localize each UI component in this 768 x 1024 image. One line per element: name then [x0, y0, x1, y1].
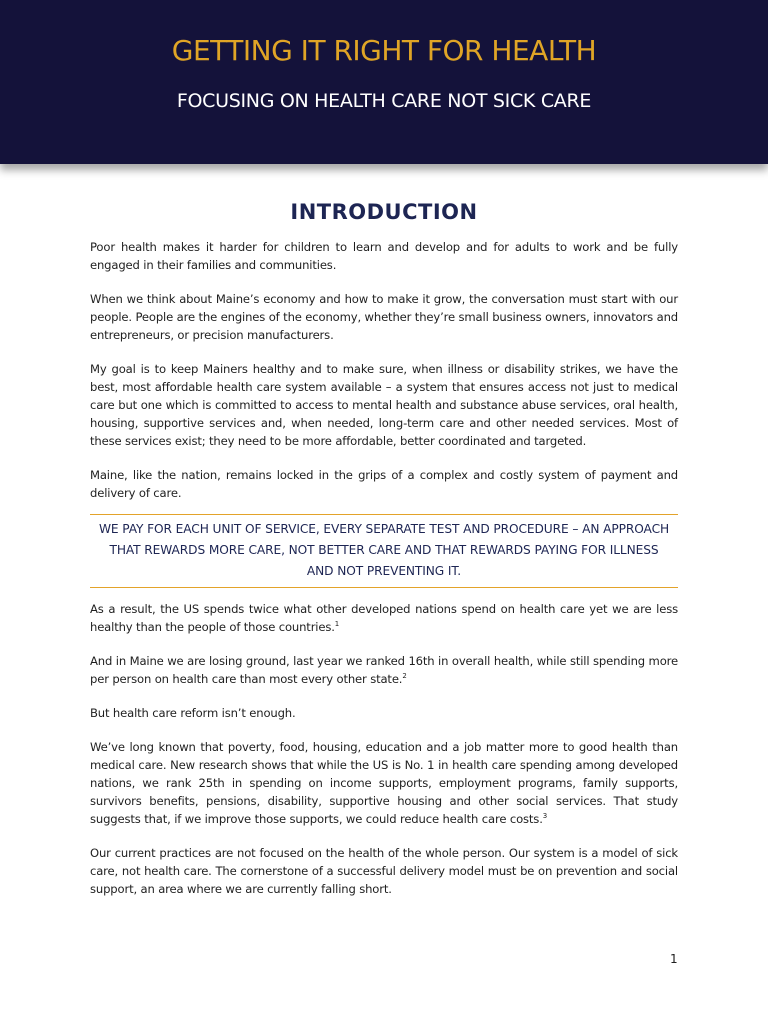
footnote-ref[interactable]: 2	[402, 672, 407, 681]
paragraph: Poor health makes it harder for children to learn and develop and for adults to work and be fully engaged in their families and communities.	[90, 240, 678, 272]
pull-quote-line: THAT REWARDS MORE CARE, NOT BETTER CARE AND THAT REWARDS PAYING FOR ILLNESS	[109, 543, 659, 557]
pull-quote	[90, 514, 678, 588]
page-number: 1	[670, 952, 678, 966]
pull-quote-line: WE PAY FOR EACH UNIT OF SERVICE, EVERY SEPARATE TEST AND PROCEDURE – AN APPROACH	[98, 522, 670, 536]
header-banner	[0, 0, 768, 164]
paragraph-text: As a result, the US spends twice what other developed nations spend on health care yet we are less healthy than the people of those countries.	[90, 602, 678, 634]
document-body	[90, 200, 678, 914]
paragraph: Maine, like the nation, remains locked in the grips of a complex and costly system of payment and delivery of care.	[90, 468, 678, 500]
section-heading: INTRODUCTION	[290, 200, 478, 224]
paragraph: When we think about Maine’s economy and how to make it grow, the conversation must start with our people. People are the engines of the economy, whether they’re small business owners, innovators and entrepreneurs, or precision manufacturers.	[90, 292, 678, 342]
footnote-ref[interactable]: 1	[334, 620, 340, 629]
paragraph-text: And in Maine we are losing ground, last year we ranked 16th in overall health, while still spending more per person on health care than most every other state.	[90, 654, 678, 686]
paragraph	[90, 652, 678, 688]
paragraph-text: Our current practices are not focused on the health of the whole person. Our system is a model of sick care, not health care. The cornerstone of a successful delivery model must be on prevention and social support, an area where we are currently falling short.	[90, 846, 678, 896]
paragraph-text: But health care reform isn’t enough.	[90, 706, 296, 720]
pull-quote-line: AND NOT PREVENTING IT.	[306, 564, 462, 578]
paragraph	[90, 738, 678, 828]
paragraph-text: We’ve long known that poverty, food, housing, education and a job matter more to good health than medical care. New research shows that while the US is No. 1 in health care spending among developed nations, we rank 25th in spending on income supports, employment programs, family supports, survivors benefits, pensions, disability, supportive housing and other social services. That study suggests that, if we improve those supports, we could reduce health care costs.	[90, 740, 678, 826]
footnote-ref[interactable]: 3	[542, 812, 548, 821]
paragraph	[90, 704, 678, 722]
paragraph	[90, 844, 678, 898]
paragraph: My goal is to keep Mainers healthy and to make sure, when illness or disability strikes, we have the best, most affordable health care system available – a system that ensures access not just to medical care but one which is committed to access to mental health and substance abuse services, oral health, housing, supportive services and, when needed, long-term care and other needed services. Most of these services exist; they need to be more affordable, better coordinated and targeted.	[90, 362, 678, 448]
paragraph	[90, 600, 678, 636]
document-subtitle: FOCUSING ON HEALTH CARE NOT SICK CARE	[176, 90, 592, 112]
document-title: GETTING IT RIGHT FOR HEALTH	[171, 34, 597, 67]
